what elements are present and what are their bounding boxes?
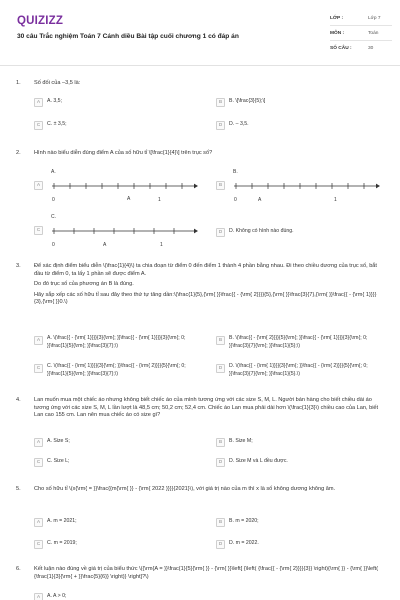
option-letter-box: D (216, 364, 225, 373)
option-text: A. m = 2021; (47, 518, 77, 525)
option-letter-box: D (216, 121, 225, 130)
meta-count-value: 30 (368, 46, 374, 51)
option-text: B. Size M; (229, 438, 253, 445)
option-text: B. \(\frac{{ - {\rm{ 2}}}}{5}{\rm{; }}\frac{{ - {\rm{ 1}}}}{3}{\rm{; 0; }}\frac{3}{7}{\rm{; }}\frac{1}{5};\) (229, 335, 368, 349)
number-line-a (48, 169, 198, 205)
option-d[interactable] (216, 225, 294, 239)
option-a[interactable] (34, 515, 77, 529)
option-letter-box: C (34, 458, 43, 467)
option-d[interactable] (216, 455, 288, 469)
option-text: C. m = 2019; (47, 540, 77, 547)
option-letter-box: B (216, 518, 225, 527)
meta-class-value: Lớp 7 (368, 16, 381, 21)
question-number: 5. (16, 486, 21, 492)
question-number: 3. (16, 263, 21, 269)
meta-count-label: SỐ CÂU : (330, 46, 352, 51)
option-text: B. m = 2020; (229, 518, 259, 525)
option-c[interactable] (34, 363, 187, 387)
option-b[interactable] (216, 95, 265, 109)
option-letter-box: B (216, 98, 225, 107)
option-a[interactable] (34, 178, 47, 192)
option-text: C. \(\frac{{ - {\rm{ 1}}}}{3}{\rm{; }}\frac{{ - {\rm{ 2}}}}{5}{\rm{; 0; }}\frac{1}{5}{\rm{; }}\frac{3}{7};\) (47, 363, 186, 377)
option-letter-box: A (34, 98, 43, 107)
option-letter-box: A (34, 181, 43, 190)
option-a[interactable] (34, 435, 70, 449)
question-paragraph: Để xác định điểm biểu diễn \(\frac{1}{4}\) ta chia đoạn từ điểm 0 đến điểm 1 thành 4 phần bằng nhau. Đi theo chiều dương của trục số, bắt đầu từ điểm 0, ta lấy 1 phần sẽ được điểm A. (34, 263, 377, 277)
meta-subject-label: MÔN : (330, 31, 345, 36)
number-line-b-axis (230, 178, 380, 198)
option-letter-box: D (216, 458, 225, 467)
option-text: D. Size M và L đều được. (229, 458, 288, 465)
option-letter-box: C (34, 364, 43, 373)
option-c[interactable] (34, 223, 47, 237)
axis-one-label: 1 (334, 197, 337, 203)
question-text: Lan muốn mua một chiếc áo nhưng không biết chiếc áo của mình tương ứng với các size S, M, L. Người bán hàng cho biết chiều dài áo tương ứng với các size S, M, L lần lượt là 48,5 cm; 50,2 cm; 52,4 cm. Chiếc áo Lan mua phải dài hơn \(\frac{1}{3}\) chiều cao của Lan, biết Lan cao 155 cm. Lan nên mua chiếc áo có size gì? (34, 397, 379, 419)
meta-divider (330, 25, 392, 26)
option-letter-box: C (34, 540, 43, 549)
axis-zero-label: 0 (234, 197, 237, 203)
axis-point-label: A (103, 242, 107, 248)
question-text: Kết luận nào đúng về giá trị của biểu thức \({\rm{A = }}\frac{1}{5}{\rm{ }} - {\rm{ }}\left[ {\left( {\frac{{ - {\rm{ 2}}}}{3}} \right){\rm{ }} - {\rm{ }}\left( {\frac{1}{3}{\rm{ + }}\frac{5}{6}} \right)} \right]?\) (34, 566, 379, 580)
number-line-a-axis (48, 178, 198, 198)
option-b[interactable] (216, 515, 259, 529)
axis-point-label: A (258, 197, 262, 203)
option-letter-box: A (34, 593, 43, 600)
option-text: A. \(\frac{{ - {\rm{ 1}}}}{3}{\rm{; }}\frac{{ - {\rm{ 1}}}}{3}{\rm{; 0; }}\frac{1}{5}{\rm{; }}\frac{3}{7};\) (47, 335, 186, 349)
option-d[interactable] (216, 537, 259, 551)
meta-subject-value: Toán (368, 31, 379, 36)
option-text: B. \[\frac{3}{5};\] (229, 98, 266, 105)
option-a[interactable] (34, 335, 187, 359)
option-letter-box: B (216, 181, 225, 190)
question-number: 1. (16, 80, 21, 86)
option-text: C. Size L; (47, 458, 70, 465)
option-text: A. 3,5; (47, 98, 62, 105)
meta-divider (330, 40, 392, 41)
question-paragraph: Hãy sắp xếp các số hữu tỉ sau đây theo thứ tự tăng dần:\(\frac{1}{5},{\rm{ }}\frac{{ - {\rm{ 2}}}}{5},{\rm{ }}\frac{3}{7},{\rm{ }}\frac{{ - {\rm{ 1}}}}{3},{\rm{ }}0.\) (34, 291, 377, 306)
number-line-b (230, 169, 380, 205)
option-letter-box: A (34, 518, 43, 527)
option-text: B. (233, 169, 238, 175)
option-text: D. m = 2022. (229, 540, 259, 547)
axis-point-label: A (127, 196, 131, 202)
axis-zero-label: 0 (52, 197, 55, 203)
option-a[interactable] (34, 95, 62, 109)
option-text: C. ± 3,5; (47, 121, 67, 128)
option-text: A. A > 0; (47, 593, 67, 600)
option-letter-box: A (34, 336, 43, 345)
option-letter-box: C (34, 121, 43, 130)
option-letter-box: B (216, 438, 225, 447)
option-c[interactable] (34, 455, 70, 469)
question-text: Cho số hữu tỉ \(x{\rm{ = }}\frac{{m{\rm{ }} - {\rm{ 2022 }}}}{2021}\), với giá trị nào của m thì x là số không dương không âm. (34, 486, 336, 492)
option-letter-box: A (34, 438, 43, 447)
option-d[interactable] (216, 118, 249, 132)
option-b[interactable] (216, 435, 253, 449)
option-d[interactable] (216, 363, 369, 387)
question-text (34, 263, 384, 310)
meta-class-label: LỚP : (330, 16, 344, 21)
question-number: 6. (16, 566, 21, 572)
question-number: 4. (16, 397, 21, 403)
question-text: Hình nào biểu diễn đúng điểm A của số hữu tỉ \[\frac{1}{4}\] trên trục số? (34, 150, 213, 156)
option-letter-box: D (216, 228, 225, 237)
option-text: A. (51, 169, 56, 175)
number-line-c (48, 214, 198, 250)
option-c[interactable] (34, 118, 67, 132)
worksheet-header (0, 0, 400, 66)
axis-zero-label: 0 (52, 242, 55, 248)
option-letter-box: B (216, 336, 225, 345)
option-b[interactable] (216, 335, 369, 359)
option-text: A. Size S; (47, 438, 70, 445)
option-text: D. \(\frac{{ - {\rm{ 1}}}}{3}{\rm{; }}\frac{{ - {\rm{ 2}}}}{5}{\rm{; 0; }}\frac{3}{7}{\rm{; }}\frac{1}{5}.\) (229, 363, 368, 377)
question-number: 2. (16, 150, 21, 156)
number-line-c-axis (48, 223, 198, 243)
option-text: C. (51, 214, 56, 220)
page-title: 30 câu Trắc nghiệm Toán 7 Cánh diều Bài tập cuối chương 1 có đáp án (17, 33, 239, 40)
option-a[interactable] (34, 590, 66, 600)
option-letter-box: C (34, 226, 43, 235)
option-c[interactable] (34, 537, 77, 551)
question-paragraph: Do đó trục số của phương án B là đúng. (34, 281, 134, 288)
axis-one-label: 1 (160, 242, 163, 248)
question-text: Số đối của –3,5 là: (34, 80, 81, 86)
axis-one-label: 1 (158, 197, 161, 203)
option-text: D. – 3,5. (229, 121, 249, 128)
option-text: D. Không có hình nào đúng. (229, 228, 294, 235)
quizizz-logo: QUIZIZZ (17, 15, 64, 27)
option-b[interactable] (216, 178, 229, 192)
option-letter-box: D (216, 540, 225, 549)
